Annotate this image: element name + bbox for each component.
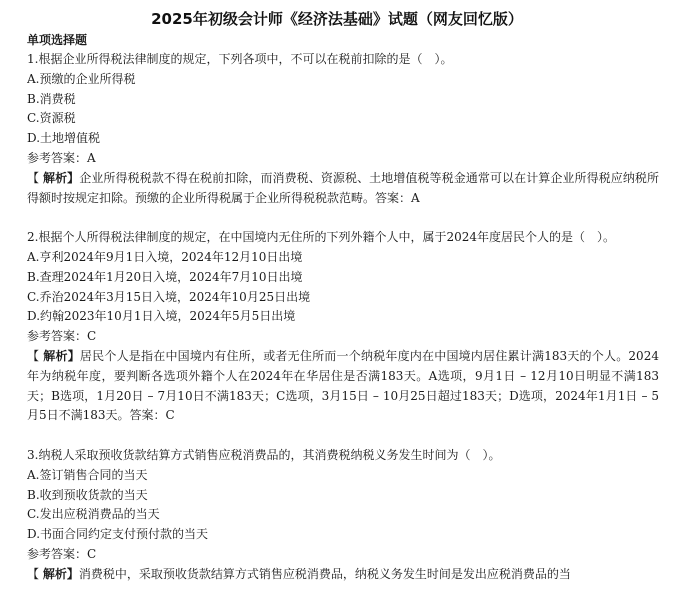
option-b: B.消费税 (27, 91, 76, 106)
analysis-body: 企业所得税税款不得在税前扣除，而消费税、资源税、土地增值税等税金通常可以在计算企业所得税应纳税所得额时按规定扣除。预缴的企业所得税属于企业所得税税款范畴。答案：A (27, 170, 659, 205)
spacer (27, 208, 659, 228)
document-title: 2025年初级会计师《经济法基础》试题（网友回忆版） (151, 10, 523, 28)
analysis-bracket: 【 (27, 566, 40, 581)
option-a: A.签订销售合同的当天 (27, 467, 148, 482)
answer-text: 参考答案：A (27, 150, 96, 165)
analysis-label: 解析】 (42, 566, 79, 581)
analysis-label: 解析】 (43, 348, 80, 363)
question-stem: 2.根据个人所得税法律制度的规定，在中国境内无住所的下列外籍个人中，属于2024年度居民个人的是（ ）。 (27, 230, 615, 245)
option-c: C.乔治2024年3月15日入境，2024年10月25日出境 (27, 289, 311, 304)
option-d: D.约翰2023年10月1日入境，2024年5月5日出境 (27, 309, 296, 324)
question-1 (27, 50, 659, 208)
analysis-label: 解析】 (43, 170, 80, 185)
question-stem: 1.根据企业所得税法律制度的规定，下列各项中，不可以在税前扣除的是（ ）。 (27, 52, 453, 66)
question-stem: 3.纳税人采取预收货款结算方式销售应税消费品的，其消费税纳税义务发生时间为（ ）。 (27, 447, 501, 462)
analysis-body: 消费税中，采取预收货款结算方式销售应税消费品，纳税义务发生时间是发出应税消费品的当 (78, 566, 571, 581)
analysis-body: 居民个人是指在中国境内有住所，或者无住所而一个纳税年度内在中国境内居住累计满183天的个人。2024年为纳税年度，要判断各选项外籍个人在2024年在华居住是否满183天。A选项，9月1日 – 12月10日明显不满183天；B选项，1月20日 – 7月10日不满183天；C选项，3月15日 – 10月25日超过183天；D选项，2024年1月1日 – 5月5日不满183天。答案：C (27, 348, 659, 423)
option-c: C.资源税 (27, 111, 76, 126)
option-b: B.收到预收货款的当天 (27, 487, 148, 502)
analysis-bracket: 【 (27, 348, 40, 363)
option-b: B.查理2024年1月20日入境，2024年7月10日出境 (27, 269, 303, 284)
answer-text: 参考答案：C (27, 546, 97, 561)
question-3 (27, 446, 659, 585)
analysis-text (27, 347, 659, 426)
question-list (27, 50, 659, 585)
question-2 (27, 228, 659, 426)
option-d: D.土地增值税 (27, 131, 101, 146)
option-a: A.预缴的企业所得税 (27, 71, 136, 86)
option-a: A.亨利2024年9月1日入境，2024年12月10日出境 (27, 249, 303, 264)
option-c: C.发出应税消费品的当天 (27, 507, 160, 522)
section-heading: 单项选择题 (27, 33, 88, 47)
analysis-text (27, 169, 659, 209)
analysis-bracket: 【 (27, 170, 40, 185)
option-d: D.书面合同约定支付预付款的当天 (27, 527, 209, 542)
spacer (27, 426, 659, 446)
answer-text: 参考答案：C (27, 329, 97, 344)
analysis-text (27, 565, 659, 585)
